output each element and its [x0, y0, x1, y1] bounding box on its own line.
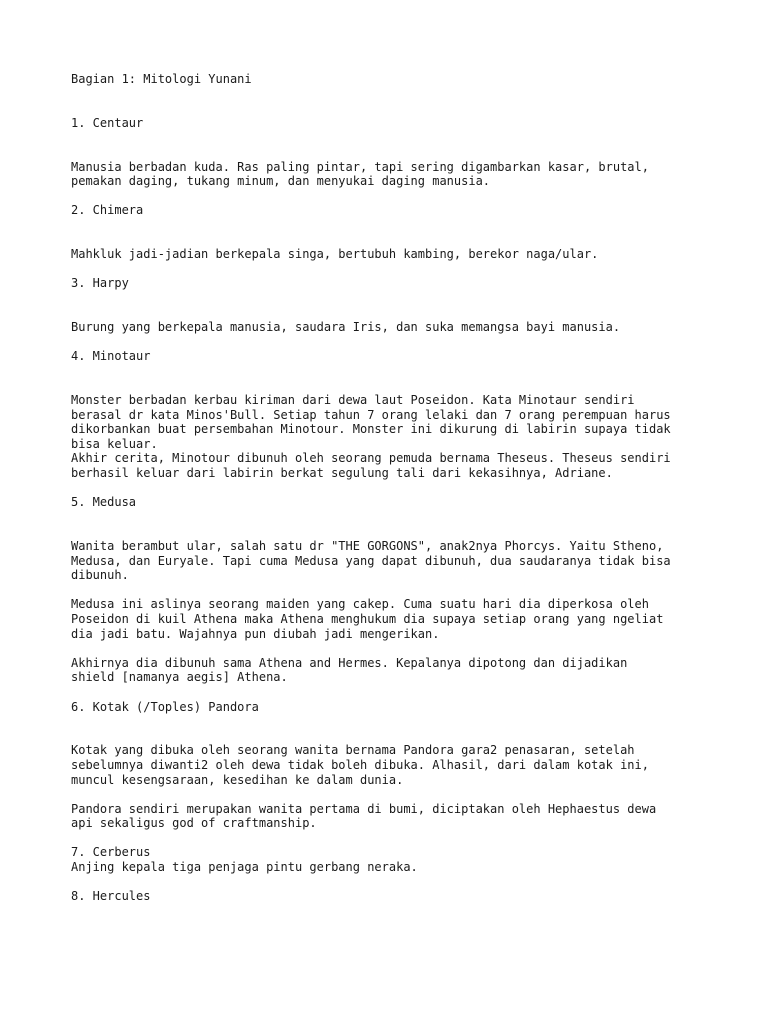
- document-page: [71, 72, 711, 904]
- paragraph-line: Monster berbadan kerbau kiriman dari dewa laut Poseidon. Kata Minotaur sendiri: [71, 393, 635, 408]
- paragraph-line: Akhir cerita, Minotour dibunuh oleh seorang pemuda bernama Theseus. Theseus sendiri: [71, 451, 671, 466]
- spacer: [71, 87, 711, 116]
- spacer: [71, 831, 711, 846]
- spacer: [71, 583, 711, 598]
- section-heading: 4. Minotaur: [71, 349, 151, 364]
- spacer: [71, 130, 711, 159]
- spacer: [71, 262, 711, 277]
- paragraph-line: Anjing kepala tiga penjaga pintu gerbang neraka.: [71, 860, 418, 875]
- section-heading: 6. Kotak (/Toples) Pandora: [71, 699, 259, 714]
- spacer: [71, 787, 711, 802]
- section-heading: 8. Hercules: [71, 889, 151, 904]
- paragraph-line: api sekaligus god of craftmanship.: [71, 816, 317, 831]
- paragraph-line: Medusa ini aslinya seorang maiden yang cakep. Cuma suatu hari dia diperkosa oleh: [71, 597, 649, 612]
- section-heading: 5. Medusa: [71, 495, 137, 510]
- spacer: [71, 641, 711, 656]
- paragraph-line: Poseidon di kuil Athena maka Athena menghukum dia supaya setiap orang yang ngeliat: [71, 611, 664, 626]
- spacer: [71, 714, 711, 743]
- spacer: [71, 875, 711, 890]
- paragraph-line: pemakan daging, tukang minum, dan menyukai daging manusia.: [71, 174, 491, 189]
- paragraph-line: berasal dr kata Minos'Bull. Setiap tahun 7 orang lelaki dan 7 orang perempuan harus: [71, 407, 671, 422]
- paragraph-line: Pandora sendiri merupakan wanita pertama di bumi, diciptakan oleh Hephaestus dewa: [71, 801, 657, 816]
- spacer: [71, 335, 711, 350]
- paragraph-line: muncul kesengsaraan, kesedihan ke dalam dunia.: [71, 772, 404, 787]
- paragraph-line: Burung yang berkepala manusia, saudara Iris, dan suka memangsa bayi manusia.: [71, 320, 621, 335]
- paragraph-line: dia jadi batu. Wajahnya pun diubah jadi mengerikan.: [71, 626, 440, 641]
- spacer: [71, 481, 711, 496]
- spacer: [71, 189, 711, 204]
- section-heading: 1. Centaur: [71, 115, 144, 130]
- paragraph-line: Akhirnya dia dibunuh sama Athena and Hermes. Kepalanya dipotong dan dijadikan: [71, 655, 628, 670]
- section-heading: 3. Harpy: [71, 276, 129, 291]
- paragraph-line: berhasil keluar dari labirin berkat segulung tali dari kekasihnya, Adriane.: [71, 466, 613, 481]
- spacer: [71, 291, 711, 320]
- paragraph-line: Manusia berbadan kuda. Ras paling pintar, tapi sering digambarkan kasar, brutal,: [71, 159, 649, 174]
- spacer: [71, 218, 711, 247]
- paragraph-line: bisa keluar.: [71, 436, 158, 451]
- spacer: [71, 364, 711, 393]
- paragraph-line: Medusa, dan Euryale. Tapi cuma Medusa yang dapat dibunuh, dua saudaranya tidak bisa: [71, 553, 671, 568]
- paragraph-line: Mahkluk jadi-jadian berkepala singa, bertubuh kambing, berekor naga/ular.: [71, 247, 599, 262]
- paragraph-line: dibunuh.: [71, 568, 129, 583]
- section-heading: 7. Cerberus: [71, 845, 151, 860]
- document-title: Bagian 1: Mitologi Yunani: [71, 72, 252, 86]
- paragraph-line: Kotak yang dibuka oleh seorang wanita bernama Pandora gara2 penasaran, setelah: [71, 743, 635, 758]
- spacer: [71, 510, 711, 539]
- paragraph-line: Wanita berambut ular, salah satu dr "THE GORGONS", anak2nya Phorcys. Yaitu Stheno,: [71, 539, 664, 553]
- paragraph-line: sebelumnya diwanti2 oleh dewa tidak boleh dibuka. Alhasil, dari dalam kotak ini,: [71, 757, 649, 772]
- paragraph-line: shield [namanya aegis] Athena.: [71, 670, 288, 685]
- section-heading: 2. Chimera: [71, 203, 144, 218]
- paragraph-line: dikorbankan buat persembahan Minotour. Monster ini dikurung di labirin supaya tidak: [71, 422, 671, 437]
- spacer: [71, 685, 711, 700]
